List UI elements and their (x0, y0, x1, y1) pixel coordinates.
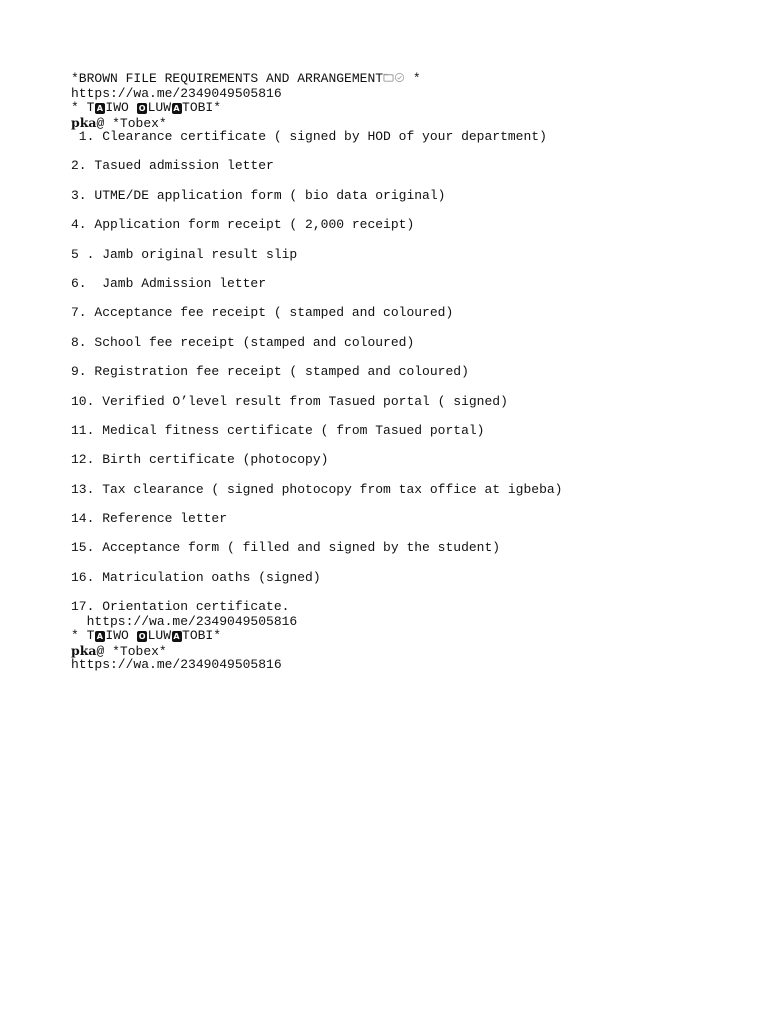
name-part: IWO (105, 100, 137, 115)
document-title-end: * (405, 71, 421, 86)
name-part: LUW (147, 628, 172, 644)
alias-text: @ *Tobex* (96, 115, 167, 131)
list-item: 10. Verified O’level result from Tasued portal ( signed) (71, 393, 508, 409)
header-whatsapp-link[interactable]: https://wa.me/2349049505816 (71, 85, 282, 101)
list-item: 5 . Jamb original result slip (71, 246, 298, 262)
footer-alias (71, 644, 731, 659)
name-part: TOBI* (182, 100, 222, 115)
header-author-name (71, 101, 731, 116)
check-circle-icon (394, 72, 405, 83)
document-title-line (71, 72, 731, 87)
name-prefix: * T (71, 628, 95, 644)
list-item: 7. Acceptance fee receipt ( stamped and coloured) (71, 305, 454, 321)
list-item: 4. Application form receipt ( 2,000 receipt) (71, 217, 415, 233)
name-part: LUW (147, 100, 172, 115)
pka-label: pka (71, 114, 97, 130)
header-alias (71, 116, 731, 131)
list-item: 14. Reference letter (71, 511, 228, 527)
boxed-letter-a: A (96, 632, 103, 642)
list-item: 13. Tax clearance ( signed photocopy from tax office at igbeba) (71, 481, 563, 497)
boxed-letter-o: O (138, 632, 146, 642)
list-item: 9. Registration fee receipt ( stamped and coloured) (71, 364, 469, 380)
footer-whatsapp-link[interactable]: https://wa.me/2349049505816 (71, 613, 298, 629)
list-item: 2. Tasued admission letter (71, 158, 274, 174)
boxed-letter-o: O (138, 104, 146, 113)
list-item: 17. Orientation certificate. (71, 599, 290, 615)
boxed-letter-a: A (173, 104, 180, 113)
boxed-letter-a: A (96, 104, 103, 113)
document-title: *BROWN FILE REQUIREMENTS AND ARRANGEMENT (71, 71, 384, 86)
list-item: 16. Matriculation oaths (signed) (71, 569, 321, 585)
boxed-letter-a: A (173, 632, 180, 642)
list-item: 6. Jamb Admission letter (71, 275, 267, 291)
document-page (71, 72, 731, 673)
name-part: TOBI* (182, 628, 222, 644)
footer-whatsapp-link-2[interactable]: https://wa.me/2349049505816 (71, 657, 282, 673)
pka-label: pka (71, 642, 97, 658)
list-item: 8. School fee receipt (stamped and coloured) (71, 334, 415, 350)
list-item: 3. UTME/DE application form ( bio data original) (71, 187, 446, 203)
footer-author-name (71, 629, 731, 644)
list-item: 11. Medical fitness certificate ( from Tasued portal) (71, 422, 485, 438)
list-item: 1. Clearance certificate ( signed by HOD of your department) (71, 129, 547, 144)
folder-icon (383, 72, 394, 83)
name-part: IWO (105, 628, 137, 644)
list-item: 15. Acceptance form ( filled and signed by the student) (71, 540, 501, 556)
name-prefix: * T (71, 100, 95, 115)
alias-text: @ *Tobex* (96, 643, 167, 659)
list-item: 12. Birth certificate (photocopy) (71, 452, 329, 468)
